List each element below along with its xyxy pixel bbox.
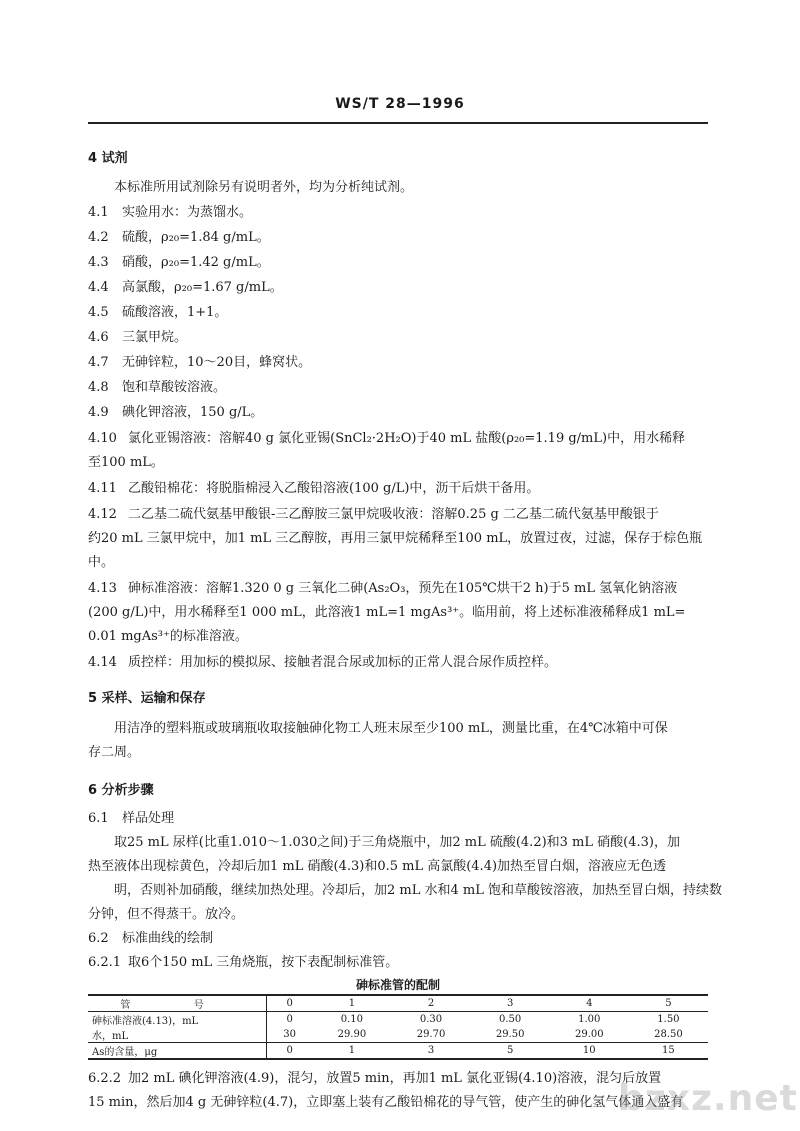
- tube-number: 5: [629, 995, 708, 1012]
- section-4-title: 4 试剂: [88, 151, 128, 166]
- subsection-text: 加2 mL 碘化钾溶液(4.9)，混匀，放置5 min，再加1 mL 氯化亚锡(4.10)溶液，混匀后放置: [128, 1071, 662, 1086]
- subsection-number: 6.1: [88, 811, 109, 826]
- item-number: 4.1: [88, 205, 109, 220]
- item-4-13-cont2: 0.01 mgAs³⁺的标准溶液。: [88, 629, 248, 644]
- item-number: 4.12: [88, 507, 117, 522]
- subsection-title: 样品处理: [122, 811, 175, 826]
- item-text: 二乙基二硫代氨基甲酸银-三乙醇胺三氯甲烷吸收液：溶解0.25 g 二乙基二硫代氨基甲酸银于: [128, 507, 659, 522]
- section-5-title: 5 采样、运输和保存: [88, 691, 206, 706]
- section-5-para-line1: 用洁净的塑料瓶或玻璃瓶收取接触砷化物工人班末尿至少100 mL，测量比重，在4℃冰箱中可保: [114, 721, 668, 736]
- table-cell: 15: [629, 1043, 708, 1060]
- section-4-intro: 本标准所用试剂除另有说明者外，均为分析纯试剂。: [114, 180, 414, 195]
- header-rule: [88, 122, 708, 124]
- item-text: 硫酸，ρ₂₀=1.84 g/mL。: [122, 230, 270, 245]
- item-number: 4.14: [88, 655, 117, 670]
- s61-line1: 取25 mL 尿样(比重1.010～1.030之间)于三角烧瓶中，加2 mL 硫酸(4.2)和3 mL 硝酸(4.3)，加: [114, 835, 680, 850]
- item-text: 实验用水：为蒸馏水。: [122, 205, 253, 220]
- item-4-11: [88, 480, 708, 498]
- table-header-row: [88, 995, 708, 1012]
- item-4-4: [88, 279, 708, 297]
- row-label: As的含量，μg: [88, 1043, 267, 1060]
- item-text: 硝酸，ρ₂₀=1.42 g/mL。: [122, 255, 270, 270]
- standard-tube-table: [88, 994, 708, 1060]
- s61-line4: 分钟，但不得蒸干。放冷。: [88, 907, 245, 922]
- item-4-5: [88, 304, 708, 322]
- item-4-12-cont2: 中。: [88, 555, 115, 570]
- item-number: 4.3: [88, 255, 109, 270]
- item-4-9: [88, 404, 708, 422]
- table-row: [88, 1027, 708, 1043]
- tube-number: 0: [267, 995, 313, 1012]
- item-number: 4.5: [88, 305, 109, 320]
- subsection-number: 6.2: [88, 931, 109, 946]
- table-cell: 10: [550, 1043, 629, 1060]
- table-cell: 0.30: [419, 1014, 443, 1025]
- item-4-13-cont: (200 g/L)中，用水稀释至1 000 mL，此溶液1 mL=1 mgAs³⁺。临用前，将上述标准液稀释成1 mL=: [88, 605, 686, 620]
- tube-number: 3: [471, 995, 550, 1012]
- item-number: 4.8: [88, 380, 109, 395]
- item-number: 4.7: [88, 355, 109, 370]
- item-4-3: [88, 254, 708, 272]
- watermark-logo: bzxz.net: [618, 1078, 798, 1119]
- item-number: 4.9: [88, 405, 109, 420]
- subsection-number: 6.2.2: [88, 1071, 122, 1086]
- item-number: 4.4: [88, 280, 109, 295]
- table-cell: 1: [312, 1043, 391, 1060]
- section-5-para-line2: 存二周。: [88, 745, 141, 760]
- item-4-12-cont: 约20 mL 三氯甲烷中，加1 mL 三乙醇胺，再用三氯甲烷稀释至100 mL，放置过夜，过滤，保存于棕色瓶: [88, 531, 703, 546]
- item-number: 4.6: [88, 330, 109, 345]
- item-text: 饱和草酸铵溶液。: [122, 380, 227, 395]
- s61-line3: 明，否则补加硝酸，继续加热处理。冷却后，加2 mL 水和4 mL 饱和草酸铵溶液，加热至冒白烟，持续数: [114, 883, 722, 898]
- table-cell: 0.10: [340, 1014, 364, 1025]
- item-4-13: [88, 580, 708, 598]
- table-cell: 5: [471, 1043, 550, 1060]
- table-cell: 0: [286, 1014, 293, 1025]
- subsection-6-2-1: [88, 954, 708, 972]
- item-text: 砷标准溶液：溶解1.320 0 g 三氧化二砷(As₂O₃，预先在105℃烘干2 h)于5 mL 氢氧化钠溶液: [128, 581, 678, 596]
- tube-number: 2: [391, 995, 470, 1012]
- item-text: 质控样：用加标的模拟尿、接触者混合尿或加标的正常人混合尿作质控样。: [128, 655, 558, 670]
- subsection-6-2: [88, 930, 708, 948]
- standard-code-header: WS/T 28—1996: [335, 96, 465, 112]
- table-caption: 砷标准管的配制: [355, 978, 440, 992]
- item-number: 4.10: [88, 431, 117, 446]
- tube-number: 4: [550, 995, 629, 1012]
- item-4-10-cont: 至100 mL。: [88, 455, 164, 470]
- item-number: 4.13: [88, 581, 117, 596]
- item-text: 三氯甲烷。: [122, 330, 188, 345]
- table-cell: 0.50: [499, 1014, 522, 1025]
- item-text: 乙酸铅棉花：将脱脂棉浸入乙酸铅溶液(100 g/L)中，沥干后烘干备用。: [128, 481, 540, 496]
- item-text: 无砷锌粒，10～20目，蜂窝状。: [122, 355, 312, 370]
- table-cell: 29.50: [495, 1029, 525, 1040]
- table-cell: 1.50: [657, 1014, 680, 1025]
- item-number: 4.11: [88, 481, 117, 496]
- table-cell: 1.00: [578, 1014, 601, 1025]
- subsection-text: 取6个150 mL 三角烧瓶，按下表配制标准管。: [128, 955, 399, 970]
- table-cell: 29.70: [416, 1029, 446, 1040]
- table-cell: 29.00: [574, 1029, 604, 1040]
- subsection-6-1: [88, 810, 708, 828]
- s622-line2: 15 min，然后加4 g 无砷锌粒(4.7)，立即塞上装有乙酸铅棉花的导气管，使产生的砷化氢气体通入盛有: [88, 1095, 684, 1110]
- table-cell: 3: [391, 1043, 470, 1060]
- table-cell: 29.90: [337, 1029, 367, 1040]
- row-label: 砷标准溶液(4.13)，mL: [88, 1012, 267, 1028]
- item-text: 氯化亚锡溶液：溶解40 g 氯化亚锡(SnCl₂·2H₂O)于40 mL 盐酸(ρ₂₀=1.19 g/mL)中，用水稀释: [128, 431, 686, 446]
- table-cell: 28.50: [654, 1029, 683, 1040]
- row-label: 水，mL: [88, 1027, 267, 1043]
- item-text: 碘化钾溶液，150 g/L。: [122, 405, 264, 420]
- item-text: 硫酸溶液，1+1。: [122, 305, 228, 320]
- item-4-7: [88, 354, 708, 372]
- item-4-12: [88, 506, 708, 524]
- item-number: 4.2: [88, 230, 109, 245]
- subsection-6-2-2: [88, 1070, 708, 1088]
- section-6-title: 6 分析步骤: [88, 783, 154, 798]
- table-cell: 30: [283, 1029, 297, 1040]
- s61-line2: 热至液体出现棕黄色，冷却后加1 mL 硝酸(4.3)和0.5 mL 高氯酸(4.4)加热至冒白烟，溶液应无色透: [88, 859, 667, 874]
- item-4-2: [88, 229, 708, 247]
- table-cell: 0: [267, 1043, 313, 1060]
- item-4-14: [88, 654, 708, 672]
- item-4-10: [88, 430, 708, 448]
- item-text: 高氯酸，ρ₂₀=1.67 g/mL。: [122, 280, 283, 295]
- table-row: [88, 1043, 708, 1060]
- tube-number: 1: [312, 995, 391, 1012]
- item-4-1: [88, 204, 708, 222]
- header-label: 管 号: [88, 995, 267, 1012]
- subsection-title: 标准曲线的绘制: [122, 931, 214, 946]
- subsection-number: 6.2.1: [88, 955, 122, 970]
- table-row: [88, 1012, 708, 1028]
- item-4-6: [88, 329, 708, 347]
- item-4-8: [88, 379, 708, 397]
